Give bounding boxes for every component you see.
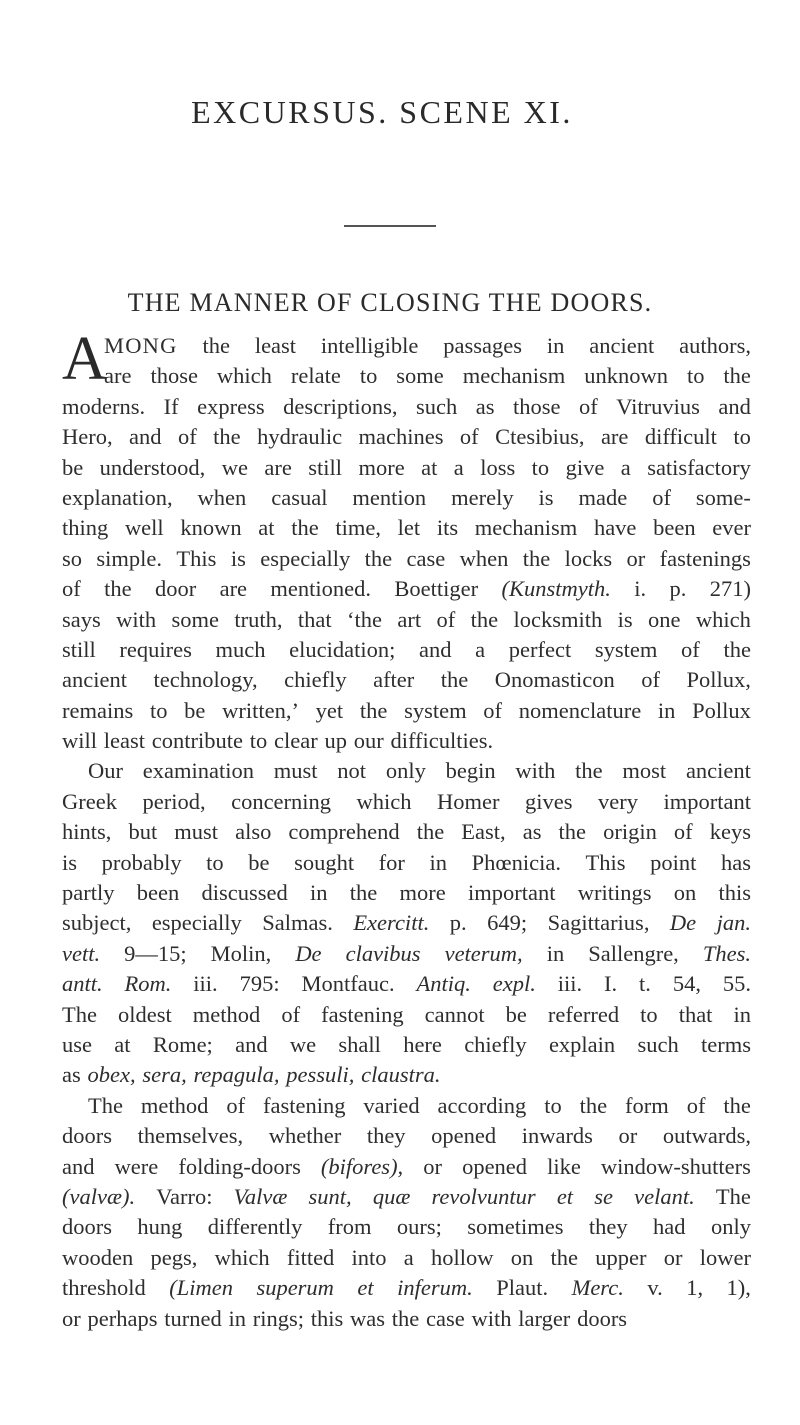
text-line: explanation, when casual mention merely is made of some- [62,484,751,510]
text-line: ancient technology, chiefly after the Onomasticon of Pollux, [62,667,751,693]
text-line: use at Rome; and we shall here chiefly explain such terms [62,1031,751,1057]
text-line: as obex, sera, repagula, pessuli, claustra. [62,1062,441,1088]
text-line: subject, especially Salmas. Exercitt. p. 649; Sagittarius, De jan. [62,910,751,936]
text-line: Our examination must not only begin with the most ancient [88,758,751,784]
text-line: vett. 9—15; Molin, De clavibus veterum, in Sallengre, Thes. [62,940,751,966]
running-head: EXCURSUS. SCENE XI. [191,94,573,130]
text-line: is probably to be sought for in Phœnicia. This point has [62,849,751,875]
text-line: threshold (Limen superum et inferum. Plaut. Merc. v. 1, 1), [62,1275,751,1301]
text-line: still requires much elucidation; and a perfect system of the [62,636,751,662]
drop-cap: A [62,325,107,393]
text-line: The oldest method of fastening cannot be referred to that in [62,1001,751,1027]
chapter-title: THE MANNER OF CLOSING THE DOORS. [127,288,653,317]
text-line: (valvæ). Varro: Valvæ sunt, quæ revolvuntur et se velant. The [62,1183,751,1209]
text-line: so simple. This is especially the case when the locks or fastenings [62,545,751,571]
drop-cap-rest: MONG [104,333,178,358]
body-text [62,325,751,1334]
text-line: be understood, we are still more at a loss to give a satisfactory [62,454,751,480]
text-line: The method of fastening varied according to the form of the [88,1092,751,1118]
text-line: antt. Rom. iii. 795: Montfauc. Antiq. expl. iii. I. t. 54, 55. [62,971,751,997]
text-line: hints, but must also comprehend the East, as the origin of keys [62,819,751,845]
text-line: are those which relate to some mechanism unknown to the [104,363,751,389]
text-line: of the door are mentioned. Boettiger (Kunstmyth. i. p. 271) [62,576,751,602]
text-line: moderns. If express descriptions, such as those of Vitruvius and [62,393,751,419]
book-page [62,0,762,1425]
section-rule [344,225,436,227]
text-line: doors hung differently from ours; sometimes they had only [62,1214,751,1240]
text-line: and were folding-doors (bifores), or opened like window-shutters [62,1153,751,1179]
text-line: partly been discussed in the more important writings on this [62,880,751,906]
text-line: will least contribute to clear up our difficulties. [62,728,494,754]
text-line: or perhaps turned in rings; this was the case with larger doors [62,1305,628,1331]
text-line: Greek period, concerning which Homer gives very important [62,788,751,814]
text-line: A MONG the least intelligible passages in ancient authors, [62,325,751,393]
text-line: says with some truth, that ‘the art of the locksmith is one which [62,606,751,632]
text-line: doors themselves, whether they opened inwards or outwards, [62,1123,751,1149]
text-line: thing well known at the time, let its mechanism have been ever [62,515,751,541]
text-line: Hero, and of the hydraulic machines of Ctesibius, are difficult to [62,424,751,450]
text-line: wooden pegs, which fitted into a hollow on the upper or lower [62,1244,751,1270]
text-line: remains to be written,’ yet the system of nomenclature in Pollux [62,697,751,723]
